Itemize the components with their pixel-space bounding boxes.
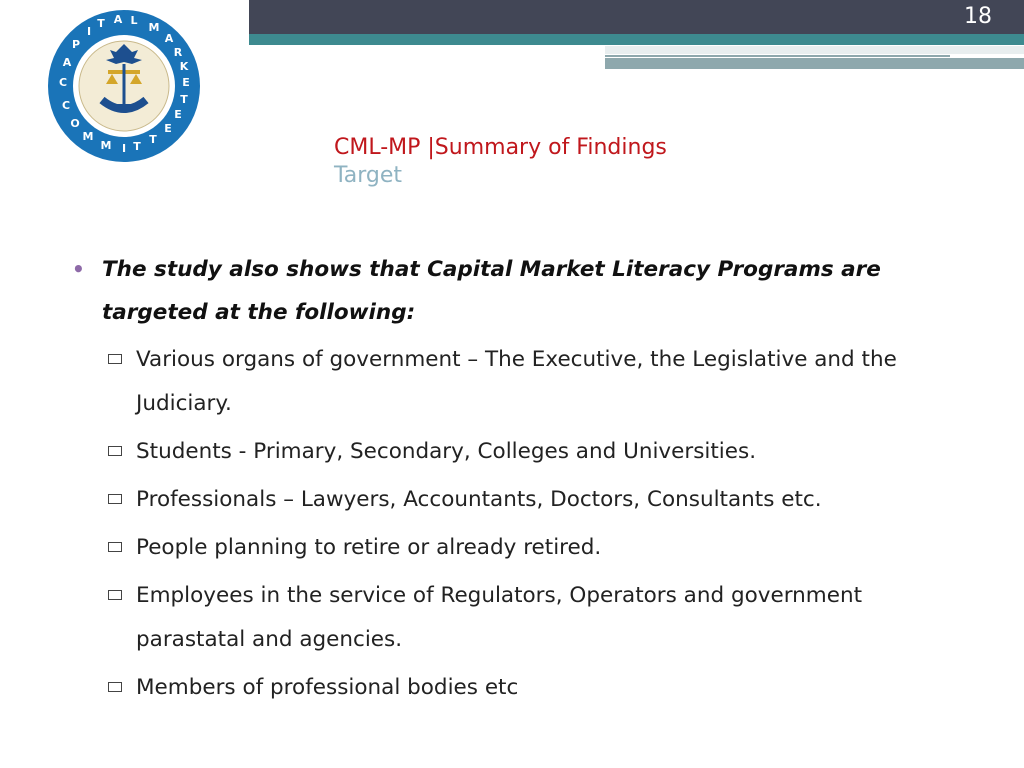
svg-text:O: O [70,117,80,130]
list-item-text: Professionals – Lawyers, Accountants, Doctors, Consultants etc. [136,487,822,512]
square-bullet-icon [108,590,122,600]
list-item-text: People planning to retire or already retired. [136,535,602,560]
svg-text:R: R [173,46,183,59]
svg-text:E: E [174,108,182,121]
page-number: 18 [964,4,992,29]
list-item [108,338,972,426]
header-bar-light [605,46,1024,54]
capital-market-committee-logo [46,6,202,166]
list-item-text: Members of professional bodies etc [136,675,519,700]
svg-text:T: T [149,133,157,146]
svg-text:K: K [179,60,189,73]
square-bullet-icon [108,494,122,504]
list-item-text: Students - Primary, Secondary, Colleges and Universities. [136,439,757,464]
list-item [108,430,972,474]
svg-text:C: C [58,76,68,89]
list-item [108,526,972,570]
slide-title: CML-MP |Summary of Findings [334,135,667,160]
square-bullet-icon [108,682,122,692]
slide-subtitle: Target [334,163,403,188]
target-list [72,338,972,710]
list-item-text: Various organs of government – The Executive, the Legislative and the Judiciary. [136,347,897,416]
square-bullet-icon [108,542,122,552]
svg-text:L: L [130,14,138,27]
header-bar-dark [249,0,1024,34]
lead-text: The study also shows that Capital Market Literacy Programs are targeted at the following: [102,257,881,325]
content [72,248,972,714]
svg-text:M: M [148,21,160,34]
list-item [108,478,972,522]
svg-text:T: T [133,140,141,153]
svg-text:M: M [100,139,112,152]
square-bullet-icon [108,446,122,456]
list-item-text: Employees in the service of Regulators, Operators and government parastatal and agencies. [136,583,863,652]
svg-text:A: A [113,13,123,26]
list-item [108,666,972,710]
list-item [108,574,972,662]
svg-text:A: A [164,32,174,45]
lead-bullet [72,248,972,334]
svg-text:M: M [82,130,94,143]
svg-text:P: P [71,38,81,51]
title-block [334,134,667,190]
header-bar-thin [605,55,950,57]
svg-text:E: E [182,76,190,89]
svg-text:A: A [62,56,72,69]
svg-text:T: T [97,17,105,30]
square-bullet-icon [108,354,122,364]
header-bar-grey [605,58,1024,69]
svg-text:C: C [61,99,71,112]
svg-text:T: T [180,93,188,106]
header-bar-teal [249,34,1024,45]
svg-text:I: I [86,25,92,38]
svg-text:E: E [164,122,172,135]
svg-text:I: I [121,142,127,155]
bullet-dot-icon: • [72,257,85,281]
